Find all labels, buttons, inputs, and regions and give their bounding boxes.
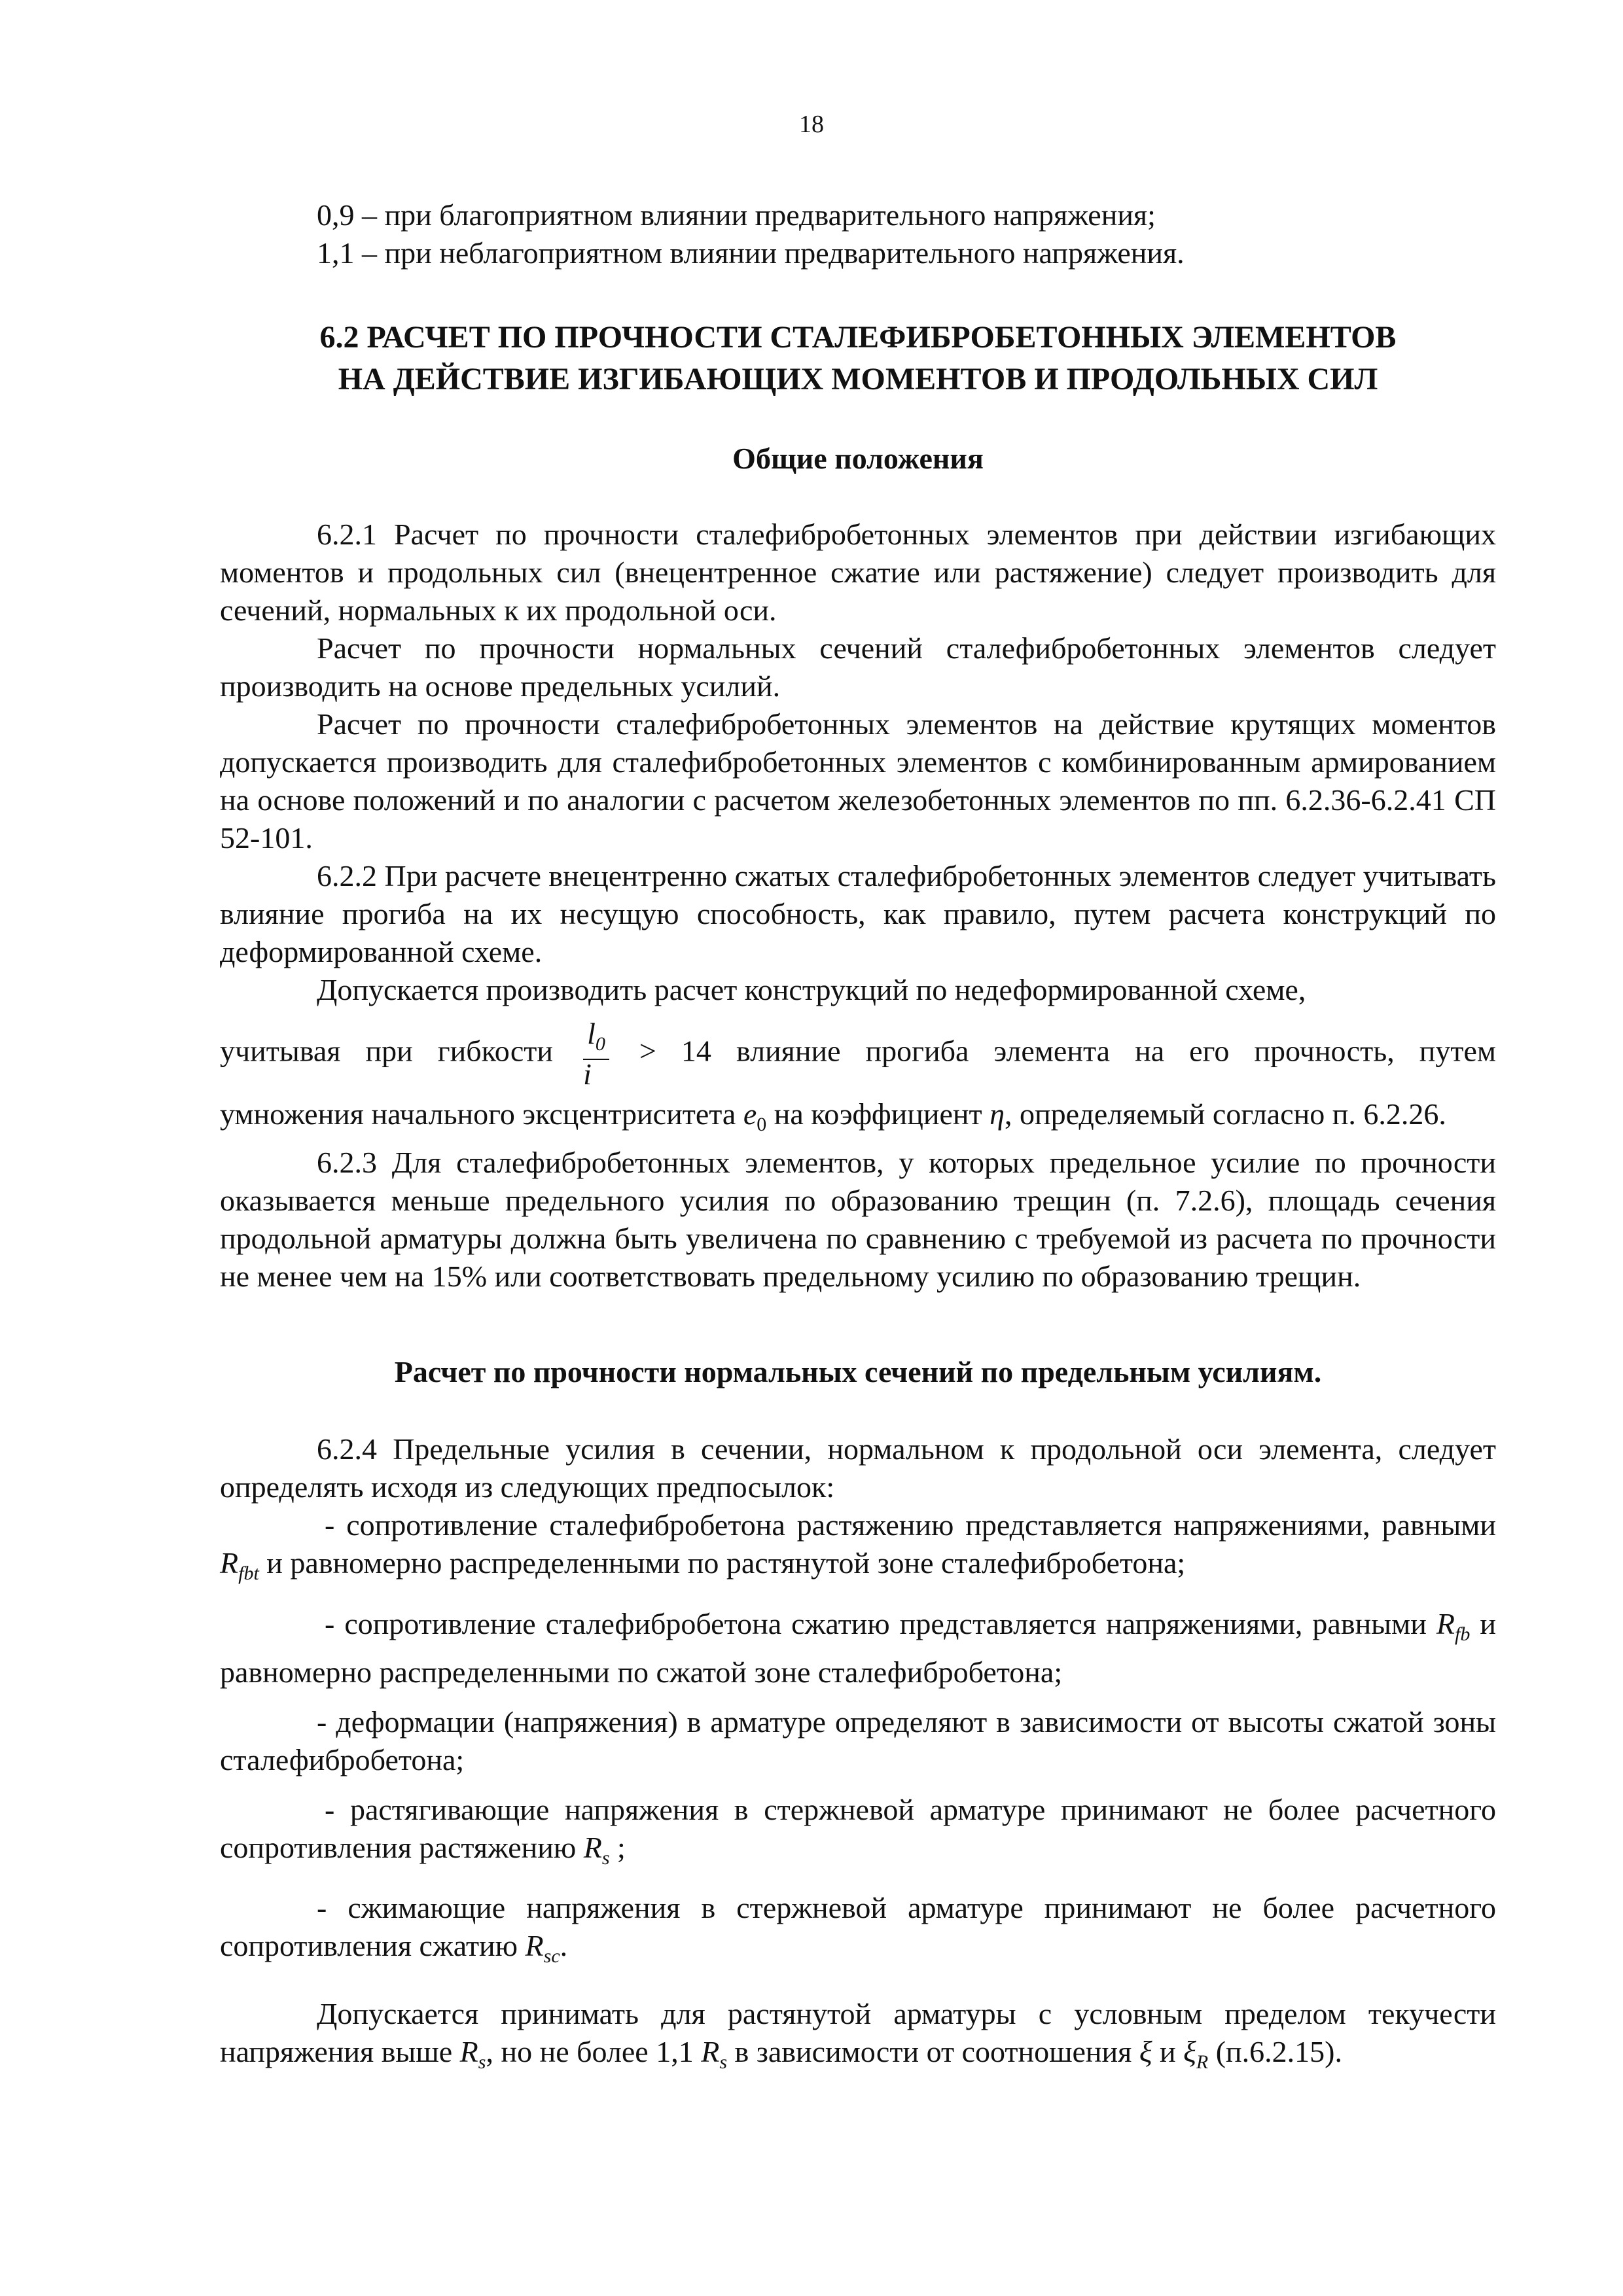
r-sc-symbol: R [525, 1928, 544, 1962]
paragraph-final: Допускается принимать для растянутой арматуры с условным пределом текучести напряжения выше $R_s$, но не более 1,1 $R_s$ в зависимости от соотношения ξ и $\xi_R$ (п.6.2.15). [220, 1997, 1496, 2074]
paragraph-6-2-1: 6.2.1 Расчет по прочности сталефибробетонных элементов при действии изгибающих моментов и продольных сил (внецентренное сжатие или растяжение) следует производить для сечений, нормальных к их продольной оси. [220, 518, 1496, 627]
bullet-deformations: - деформации (напряжения) в арматуре определяют в зависимости от высоты сжатой зоны сталефибробетона; [220, 1704, 1496, 1776]
paragraph-6-2-2: 6.2.2 При расчете внецентренно сжатых сталефибробетонных элементов следует учитывать влияние прогиба на их несущую способность, как правило, путем расчета конструкций по деформированной схеме. [220, 859, 1496, 968]
bullet-tensile-resistance: - сопротивление сталефибробетона растяжению представляется напряжениями, равными $R_{fbt}$ и равномерно распределенными по растянутой зоне сталефибробетона; [220, 1508, 1496, 1585]
paragraph-6-2-1-b: Расчет по прочности нормальных сечений сталефибробетонных элементов следует производить на основе предельных усилий. [220, 631, 1496, 703]
paragraph-6-2-3: 6.2.3 Для сталефибробетонных элементов, у которых предельное усилие по прочности оказывается меньше предельного усилия по образованию трещин (п. 7.2.6), площадь сечения продольной арматуры должна быть увеличена по сравнению с требуемой из расчета по прочности не менее чем на 15% или соответствовать предельному усилию по образованию трещин. [220, 1146, 1496, 1294]
intro-line-1: 0,9 – при благоприятном влиянии предварительного напряжения; [317, 198, 1156, 232]
paragraph-6-2-2-b-start: Допускается производить расчет конструкций по недеформированной схеме, [317, 973, 1306, 1006]
paragraph-6-2-1-c: Расчет по прочности сталефибробетонных элементов на действие крутящих моментов допускается производить для сталефибробетонных элементов с комбинированным армированием на основе положений и по аналогии с расчетом железобетонных элементов по пп. 6.2.36-6.2.41 СП 52-101. [220, 707, 1496, 855]
slenderness-post: влияние прогиба элемента на его прочность, путем [736, 1034, 1497, 1068]
slenderness-relation: > 14 [639, 1034, 711, 1068]
eta-symbol: η [990, 1097, 1005, 1131]
paragraph-6-2-2-b-end: умножения начального эксцентриситета $e_0$ на коэффициент η, определяемый согласно п. 6.2.26. [220, 1097, 1446, 1136]
r-fb-symbol: R [1436, 1606, 1455, 1640]
bullet-compressive-resistance: - сопротивление сталефибробетона сжатию представляется напряжениями, равными $R_{fb}$ и равномерно распределенными по сжатой зоне сталефибробетона; [220, 1606, 1496, 1689]
slenderness-line [220, 1009, 1496, 1095]
slenderness-pre: учитывая при гибкости [220, 1034, 553, 1068]
xi-symbol: ξ [1139, 2035, 1152, 2069]
page-number: 18 [799, 111, 824, 138]
bullet-tensile-stress: - растягивающие напряжения в стержневой арматуре принимают не более расчетного сопротивления растяжению $R_s$ ; [220, 1792, 1496, 1869]
subsection-title-normal-sections: Расчет по прочности нормальных сечений по предельным усилиям. [394, 1355, 1322, 1389]
fraction-numerator: $l_0$ [583, 1019, 609, 1060]
paragraph-6-2-4: 6.2.4 Предельные усилия в сечении, нормальном к продольной оси элемента, следует определять исходя из следующих предпосылок: [220, 1432, 1496, 1504]
page-content [220, 196, 1496, 2081]
r-fbt-symbol: R [220, 1546, 239, 1580]
section-title: 6.2 РАСЧЕТ ПО ПРОЧНОСТИ СТАЛЕФИБРОБЕТОННЫХ ЭЛЕМЕНТОВ НА ДЕЙСТВИЕ ИЗГИБАЮЩИХ МОМЕНТОВ И ПРОДОЛЬНЫХ СИЛ [319, 320, 1397, 397]
r-s-symbol: R [583, 1830, 602, 1864]
xi-r-symbol: ξ [1183, 2035, 1196, 2069]
bullet-compressive-stress: - сжимающие напряжения в стержневой арматуре принимают не более расчетного сопротивления сжатию $R_{sc}$. [220, 1890, 1496, 1968]
e0-symbol: e [743, 1097, 757, 1131]
intro-line-2: 1,1 – при неблагоприятном влиянии предварительного напряжения. [317, 236, 1185, 270]
fraction-denominator: i [583, 1057, 592, 1091]
subsection-title-general: Общие положения [732, 442, 984, 475]
slenderness-fraction [583, 1019, 609, 1089]
